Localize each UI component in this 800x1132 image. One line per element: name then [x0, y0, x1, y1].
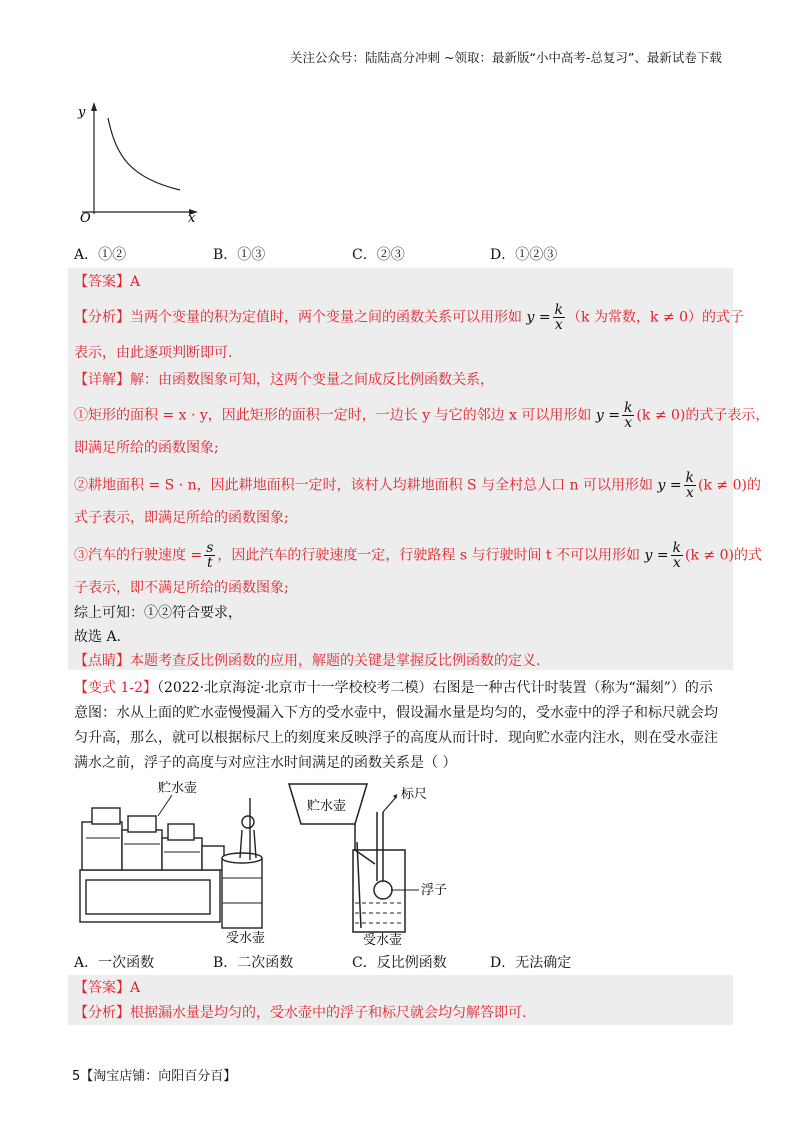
- q2-choice-a: A．一次函数: [74, 955, 155, 971]
- fraction-k-over-x-2: $\frac{k}{x}$: [685, 470, 695, 501]
- q2-choice-b: B．二次函数: [213, 955, 294, 971]
- q2-analysis-tag: 【分析】: [74, 1005, 130, 1021]
- page-footer: 5【淘宝店铺：向阳百分百】: [72, 1069, 237, 1084]
- detail-item1-b: (k ≠ 0)的式子表示，: [636, 407, 770, 424]
- analysis-line-1: [74, 303, 744, 332]
- detail-item2-b: (k ≠ 0)的: [698, 477, 761, 494]
- origin-label: O: [80, 211, 91, 226]
- variant-tag: 【变式 1-2】: [74, 680, 157, 696]
- float-label: 浮子: [421, 883, 448, 898]
- hyperbola-curve: [108, 118, 180, 190]
- variant-text-1: （2022·北京海淀·北京市十一学校校考二模）右图是一种古代计时装置（称为“漏刻”）的示: [157, 680, 713, 696]
- detail-item1-c: 即满足所给的函数图象;: [74, 440, 219, 456]
- detail-item2-c: 式子表示，即满足所给的函数图象;: [74, 510, 289, 526]
- store-pot-label-right: 贮水壶: [307, 799, 347, 814]
- detail-choose: 故选 A.: [74, 629, 122, 645]
- detail-item3-a: ③汽车的行驶速度 =: [74, 547, 203, 564]
- detail-item3-line: ③汽车的行驶速度 = $\frac{s}{t}$ ，因此汽车的行驶速度一定，行驶路程 s 与行驶时间 t 不可以用形如 y = $\frac{k}{x}$ (k ≠ 0)的式: [74, 540, 762, 571]
- fraction-k-over-x-3: $\frac{k}{x}$: [672, 540, 682, 571]
- analysis-text-b: （k 为常数，k ≠ 0）的式子: [567, 309, 744, 326]
- water-clock-schematic: [285, 778, 495, 948]
- store-pot-label: 贮水壶: [158, 781, 198, 796]
- q1-answer: 【答案】A: [74, 274, 141, 290]
- fraction-k-over-x-1: $\frac{k}{x}$: [623, 400, 633, 431]
- y-axis-label: y: [78, 105, 86, 120]
- variant-line-4: 满水之前，浮子的高度与对应注水时间满足的函数关系是（ ）: [74, 755, 457, 771]
- fraction-k-over-x: $\frac{k}{x}$: [554, 302, 564, 333]
- x-axis-label: x: [188, 211, 196, 226]
- q2-analysis-line: [74, 1003, 526, 1023]
- q1-choice-d: D．①②③: [490, 247, 558, 263]
- receive-pot-label-left: 受水壶: [226, 931, 266, 946]
- analysis-line-2: 表示，由此逐项判断即可.: [74, 345, 233, 361]
- variant-line-1: [74, 678, 713, 698]
- comment-line: [74, 651, 540, 671]
- water-clock-drawing: [72, 778, 282, 948]
- q2-choice-d: D．无法确定: [490, 955, 572, 971]
- variant-line-2: 意图：水从上面的贮水壶慢慢漏入下方的受水壶中，假设漏水量是均匀的，受水壶中的浮子和标尺就会均: [74, 705, 718, 721]
- comment-text: 本题考查反比例函数的应用，解题的关键是掌握反比例函数的定义.: [130, 653, 541, 669]
- q1-choice-a: A．①②: [74, 247, 127, 263]
- ruler-label: 标尺: [401, 787, 428, 802]
- page-header: 关注公众号：陆陆高分冲刺 ~领取：最新版“小中高考-总复习”、最新试卷下载: [290, 50, 722, 65]
- detail-item3-c: (k ≠ 0)的式: [685, 547, 762, 564]
- detail-item2-a: ②耕地面积 = S · n，因此耕地面积一定时，该村人均耕地面积 S 与全村总人口 n 可以用形如: [74, 477, 653, 494]
- q2-analysis-text: 根据漏水量是均匀的，受水壶中的浮子和标尺就会均匀解答即可.: [130, 1005, 527, 1021]
- detail-item3-b: ，因此汽车的行驶速度一定，行驶路程 s 与行驶时间 t 不可以用形如: [217, 547, 640, 564]
- variant-line-3: 匀升高，那么，就可以根据标尺上的刻度来反映浮子的高度从而计时．现向贮水壶内注水，则在受水壶注: [74, 730, 718, 746]
- detail-summary: 综上可知：①②符合要求，: [74, 605, 242, 621]
- detail-item3-d: 子表示，即不满足所给的函数图象;: [74, 580, 289, 596]
- detail-tag: 【详解】: [74, 372, 130, 388]
- detail-item1-line: ①矩形的面积 = x · y，因此矩形的面积一定时，一边长 y 与它的邻边 x 可以用形如 y = $\frac{k}{x}$ (k ≠ 0)的式子表示，: [74, 400, 770, 431]
- q2-answer: 【答案】A: [74, 980, 141, 996]
- q1-choice-c: C．②③: [352, 247, 405, 263]
- detail-intro: 解：由函数图象可知，这两个变量之间成反比例函数关系，: [130, 372, 494, 388]
- analysis-text-a: 当两个变量的积为定值时，两个变量之间的函数关系可以用形如: [130, 309, 522, 326]
- q1-choice-b: B．①③: [213, 247, 266, 263]
- detail-item2-line: ②耕地面积 = S · n，因此耕地面积一定时，该村人均耕地面积 S 与全村总人口 n 可以用形如 y = $\frac{k}{x}$ (k ≠ 0)的: [74, 470, 761, 501]
- detail-item1-a: ①矩形的面积 = x · y，因此矩形的面积一定时，一边长 y 与它的邻边 x 可以用形如: [74, 407, 592, 424]
- analysis-tag: 【分析】: [74, 309, 130, 326]
- q2-choice-c: C．反比例函数: [352, 955, 447, 971]
- inverse-function-graph: [68, 96, 208, 231]
- fraction-s-over-t: $\frac{s}{t}$: [206, 540, 214, 571]
- formula-y: y =: [526, 309, 551, 326]
- comment-tag: 【点睛】: [74, 653, 130, 669]
- detail-intro-line: [74, 370, 494, 390]
- receive-pot-label-right: 受水壶: [363, 933, 403, 948]
